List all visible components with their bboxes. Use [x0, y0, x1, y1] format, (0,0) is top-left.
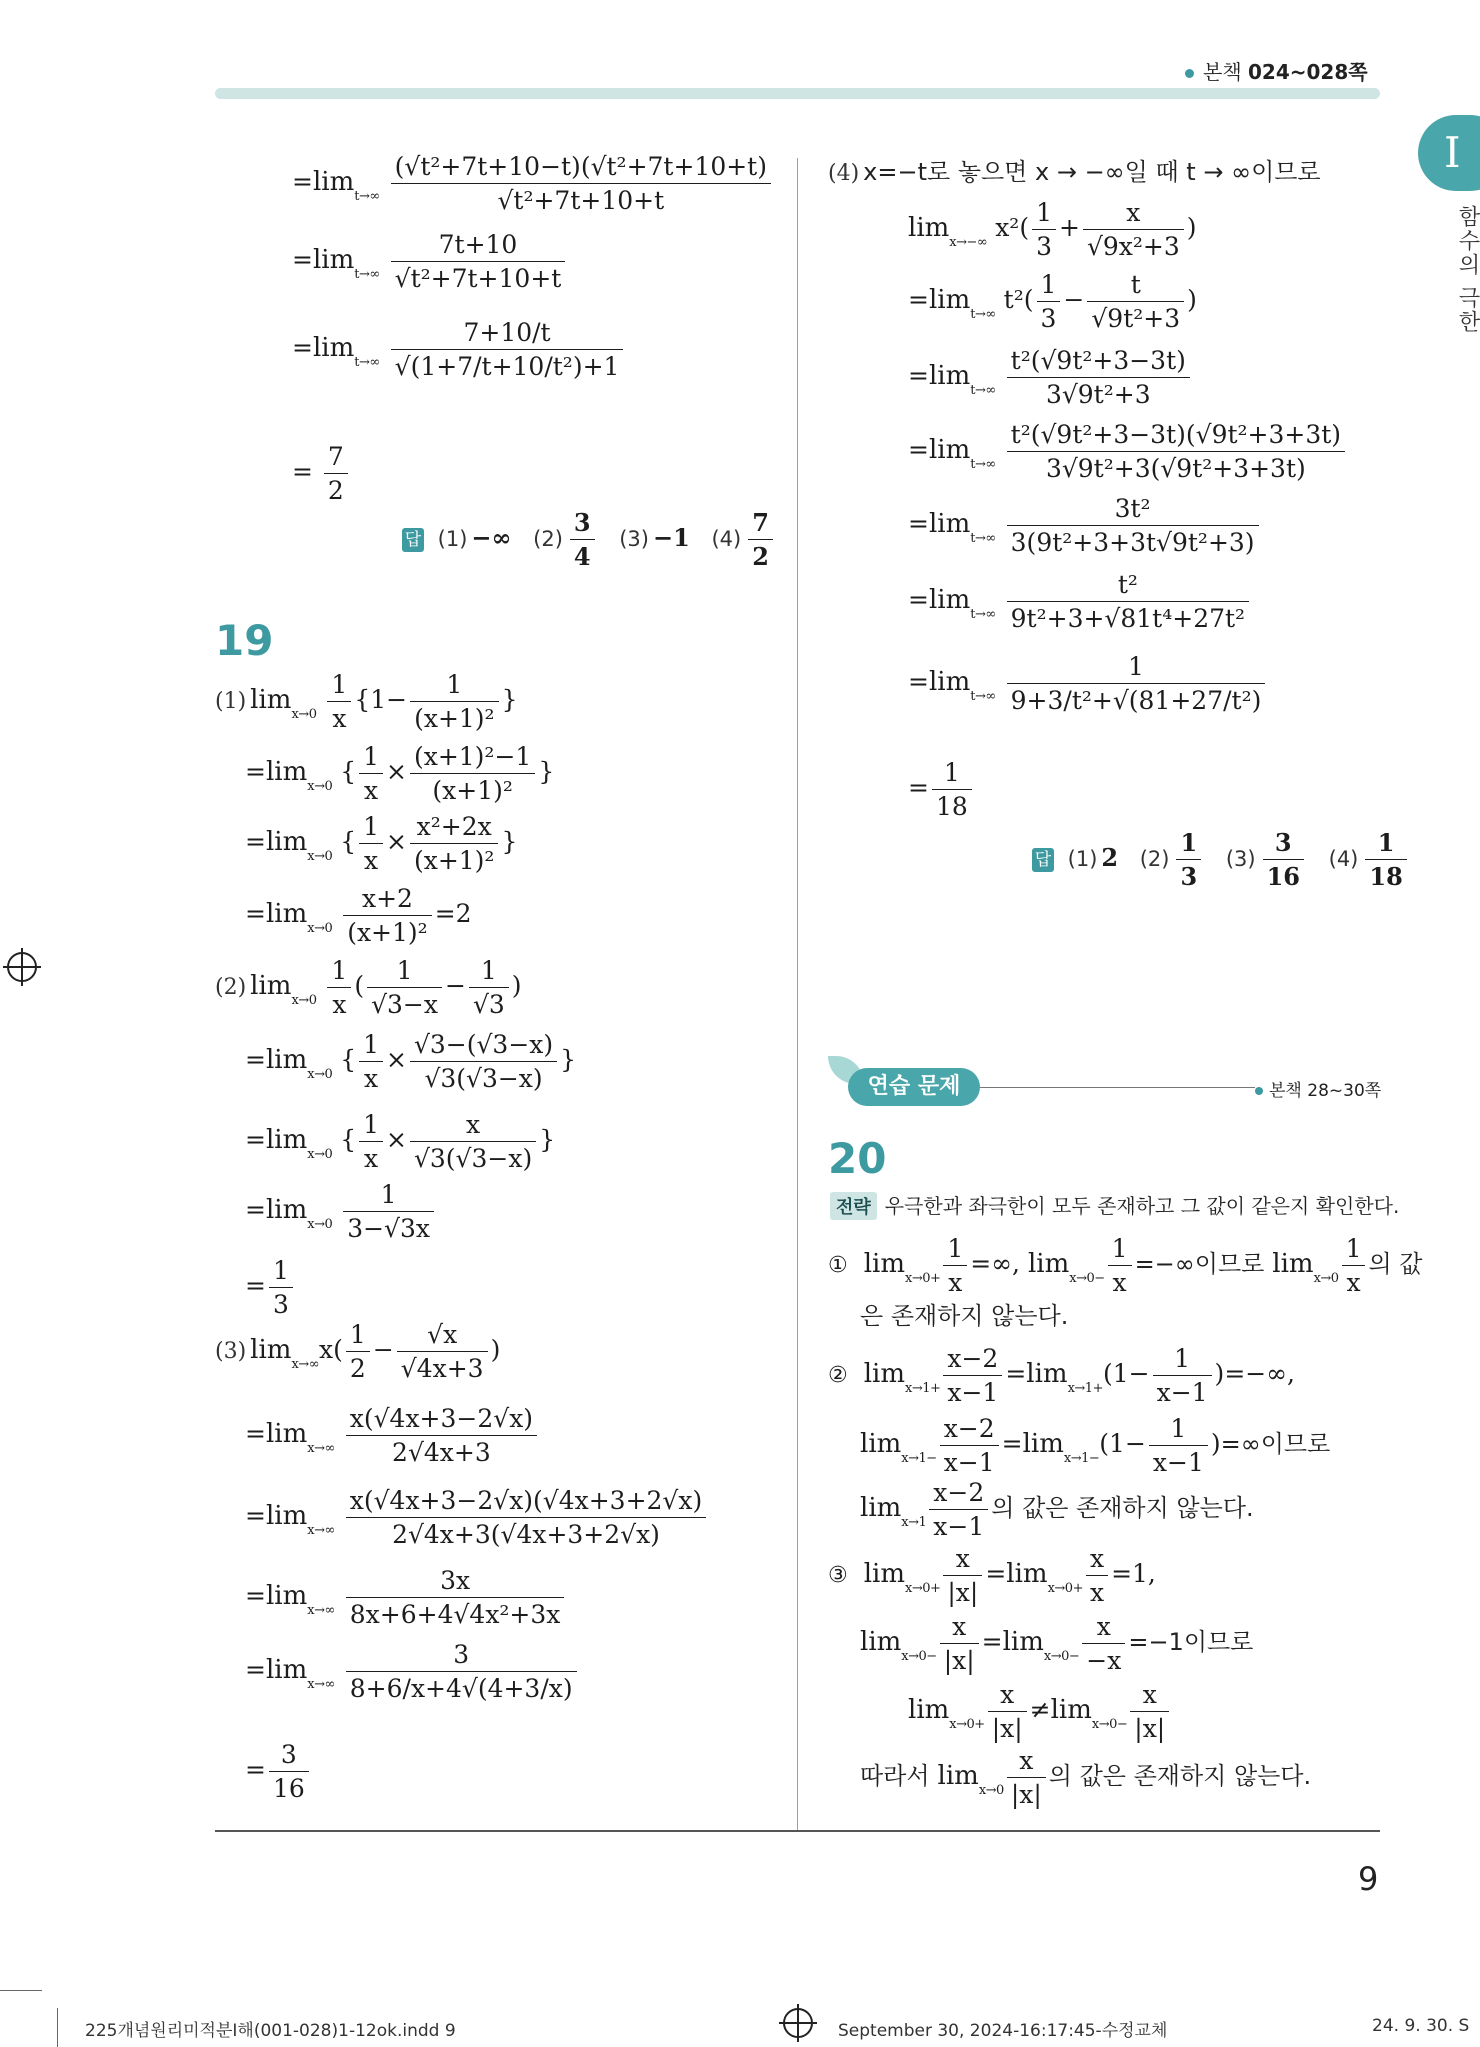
p18-4-line2: $=\lim_{t\to\infty}$ $\frac{\text{t²(√9t²+3−3t)}}{\text{3√9t²+3}}$	[908, 346, 1193, 409]
page-number: 9	[1358, 1860, 1379, 1898]
column-divider	[797, 158, 798, 1830]
p19-3-line1: $=\lim_{x\to\infty}$ $\frac{x(√4x+3-2√x)}{2√4x+3}$	[245, 1404, 540, 1467]
p20-choice3-line3: $\lim_{x\to 0+}$ $\frac{x}{|x|}$ $\ne\lim_{x\to 0-}$ $\frac{x}{|x|}$	[908, 1680, 1172, 1743]
crop-mark-line	[57, 2008, 58, 2047]
p20-choice3-line1: ③ $\lim_{x\to 0+}$ $\frac{x}{|x|}$ $=\lim_{x\to 0+}$ $\frac{x}{x}$ =1,	[828, 1544, 1156, 1607]
p19-3-line5: = $\frac{3}{16}$	[245, 1740, 312, 1803]
answer-badge: 답	[402, 528, 424, 552]
p19-2-line0: (2) $\lim_{x\to 0}$ $\frac{1}{x}$ ( $\frac{1}{√3-x}$ − $\frac{1}{√3}$ )	[215, 956, 522, 1019]
p19-2-line4: = $\frac{1}{3}$	[245, 1256, 296, 1319]
p20-choice1-line1: ① $\lim_{x\to 0+}$ $\frac{1}{x}$ =∞, $\lim_{x\to 0-}$ $\frac{1}{x}$ =−∞이므로 $\lim_{x\to 0}$ $\frac{1}{x}$ 의 값	[828, 1234, 1423, 1297]
p19-2-line3: $=\lim_{x\to 0}$ $\frac{1}{3-√3x}$	[245, 1180, 437, 1243]
strategy-tag: 전략	[830, 1192, 877, 1220]
p18-line4: = $\frac{7}{2}$	[292, 442, 351, 505]
p19-3-line0: (3) $\lim_{x\to\infty}x$( $\frac{1}{2}$ − $\frac{√x}{√4x+3}$ )	[215, 1320, 501, 1383]
chapter-title: 함수의 극한	[1455, 205, 1480, 334]
p18-4-line5: $=\lim_{t\to\infty}$ $\frac{\text{t²}}{\text{9t²+3+√81t⁴+27t²}}$	[908, 570, 1252, 633]
p18-answer-right: 답 (1) 2 (2) $\frac{1}{3}$ (3) $\frac{3}{16}$ (4) $\frac{1}{18}$	[1032, 828, 1410, 891]
p20-choice2-line1: ② $\lim_{x\to 1+}$ $\frac{x-2}{x-1}$ $=\lim_{x\to 1+}(1-$ $\frac{1}{x-1}$ )=−∞,	[828, 1344, 1295, 1407]
p18-4-line4: $=\lim_{t\to\infty}$ $\frac{\text{3t²}}{\text{3(9t²+3+3t√9t²+3)}}$	[908, 494, 1262, 557]
p18-4-line1: $=\lim_{t\to\infty}$ t²( $\frac{1}{3}$ − $\frac{t}{\text{√9t²+3}}$ )	[908, 270, 1197, 333]
book-page-reference	[1185, 56, 1368, 85]
book-ref-pages: 024~028쪽	[1248, 60, 1368, 84]
bottom-rule	[215, 1830, 1380, 1832]
p19-3-line3: $=\lim_{x\to\infty}$ $\frac{3x}{\text{8x+6+4√4x²+3x}}$	[245, 1566, 567, 1629]
practice-page-ref: 본책 28~30쪽	[1255, 1076, 1381, 1101]
strategy-text: 우극한과 좌극한이 모두 존재하고 그 값이 같은지 확인한다.	[884, 1194, 1400, 1218]
p18-4-line3: $=\lim_{t\to\infty}$ $\frac{\text{t²(√9t²+3−3t)(√9t²+3+3t)}}{\text{3√9t²+3(√9t²+3+3t)}}$	[908, 420, 1348, 483]
p18-4-intro: (4) x=−t로 놓으면 x → −∞일 때 t → ∞이므로	[828, 158, 1321, 186]
footer-timestamp: September 30, 2024-16:17:45-수정교체	[838, 2021, 1168, 2041]
chapter-numeral: I	[1444, 128, 1461, 177]
p18-line1: $=\lim_{t\to\infty}$ $\frac{\text{(√t²+7t+10−t)(√t²+7t+10+t)}}{\text{√t²+7t+10+t}}$	[292, 152, 774, 215]
problem-number-19: 19	[215, 616, 274, 665]
practice-section-title: 연습 문제	[848, 1068, 980, 1106]
p20-choice3-line4: 따라서 $\lim_{x\to 0}$ $\frac{x}{|x|}$ 의 값은 존재하지 않는다.	[860, 1746, 1312, 1809]
footer-file: 225개념원리미적분Ⅰ해(001-028)1-12ok.indd 9	[85, 2021, 456, 2041]
crop-mark-line	[0, 1990, 42, 1991]
p18-line2: $=\lim_{t\to\infty}$ $\frac{7t+10}{\text{√t²+7t+10+t}}$	[292, 230, 568, 293]
answer-badge: 답	[1032, 848, 1054, 872]
p19-2-line1: $=\lim_{x\to 0}$ { $\frac{1}{x}$ × $\frac{√3-(√3-x)}{√3(√3-x)}$ }	[245, 1030, 577, 1093]
p18-answer: 답 (1) −∞ (2) $\frac{3}{4}$ (3) −1 (4) $\frac{7}{2}$	[402, 508, 776, 571]
bullet-dot-icon	[1185, 69, 1194, 78]
strategy-note	[830, 1190, 1399, 1220]
p19-3-line2: $=\lim_{x\to\infty}$ $\frac{x(√4x+3-2√x)(√4x+3+2√x)}{2√4x+3(√4x+3+2√x)}$	[245, 1486, 709, 1549]
p20-choice2-line3: $\lim_{x\to 1}$ $\frac{x-2}{x-1}$ 의 값은 존재하지 않는다.	[860, 1478, 1254, 1541]
p18-4-line6: $=\lim_{t\to\infty}$ $\frac{1}{\text{9+3/t²+√(81+27/t²)}}$	[908, 652, 1268, 715]
registration-mark-icon	[783, 2008, 813, 2038]
p19-3-line4: $=\lim_{x\to\infty}$ $\frac{3}{8+6/x+4√(4+3/x)}$	[245, 1640, 580, 1703]
p18-line3: $=\lim_{t\to\infty}$ $\frac{7+10/t}{\text{√(1+7/t+10/t²)+1}}$	[292, 318, 626, 381]
p18-4-line0: $\lim_{x\to-\infty} x^2$( $\frac{1}{3}$ + $\frac{x}{\text{√9x²+3}}$ )	[908, 198, 1197, 261]
p18-4-line7: = $\frac{1}{18}$	[908, 758, 975, 821]
problem-number-20: 20	[828, 1134, 887, 1183]
p20-choice2-line2: $\lim_{x\to 1-}$ $\frac{x-2}{x-1}$ $=\lim_{x\to 1-}(1-$ $\frac{1}{x-1}$ )=∞이므로	[860, 1414, 1331, 1477]
p19-2-line2: $=\lim_{x\to 0}$ { $\frac{1}{x}$ × $\frac{x}{√3(√3-x)}$ }	[245, 1110, 556, 1173]
p20-choice1-line2: 은 존재하지 않는다.	[860, 1302, 1069, 1330]
p19-1-line0: (1) $\lim_{x\to 0}$ $\frac{1}{x}$ {1− $\frac{1}{\text{(x+1)²}}$ }	[215, 670, 518, 733]
header-bar	[215, 88, 1380, 99]
p19-1-line1: $=\lim_{x\to 0}$ { $\frac{1}{x}$ × $\frac{\text{(x+1)²−1}}{\text{(x+1)²}}$ }	[245, 742, 555, 805]
p19-1-line2: $=\lim_{x\to 0}$ { $\frac{1}{x}$ × $\frac{\text{x²+2x}}{\text{(x+1)²}}$ }	[245, 812, 518, 875]
registration-mark-icon	[7, 952, 37, 982]
bullet-dot-icon	[1255, 1087, 1263, 1095]
p20-choice3-line2: $\lim_{x\to 0-}$ $\frac{x}{|x|}$ $=\lim_{x\to 0-}$ $\frac{x}{-x}$ =−1이므로	[860, 1612, 1254, 1675]
p19-1-line3: $=\lim_{x\to 0}$ $\frac{x+2}{\text{(x+1)²}}$ =2	[245, 884, 472, 947]
footer-date: 24. 9. 30. S	[1372, 2016, 1470, 2036]
practice-rule	[980, 1087, 1255, 1088]
book-ref-label: 본책	[1203, 60, 1242, 84]
